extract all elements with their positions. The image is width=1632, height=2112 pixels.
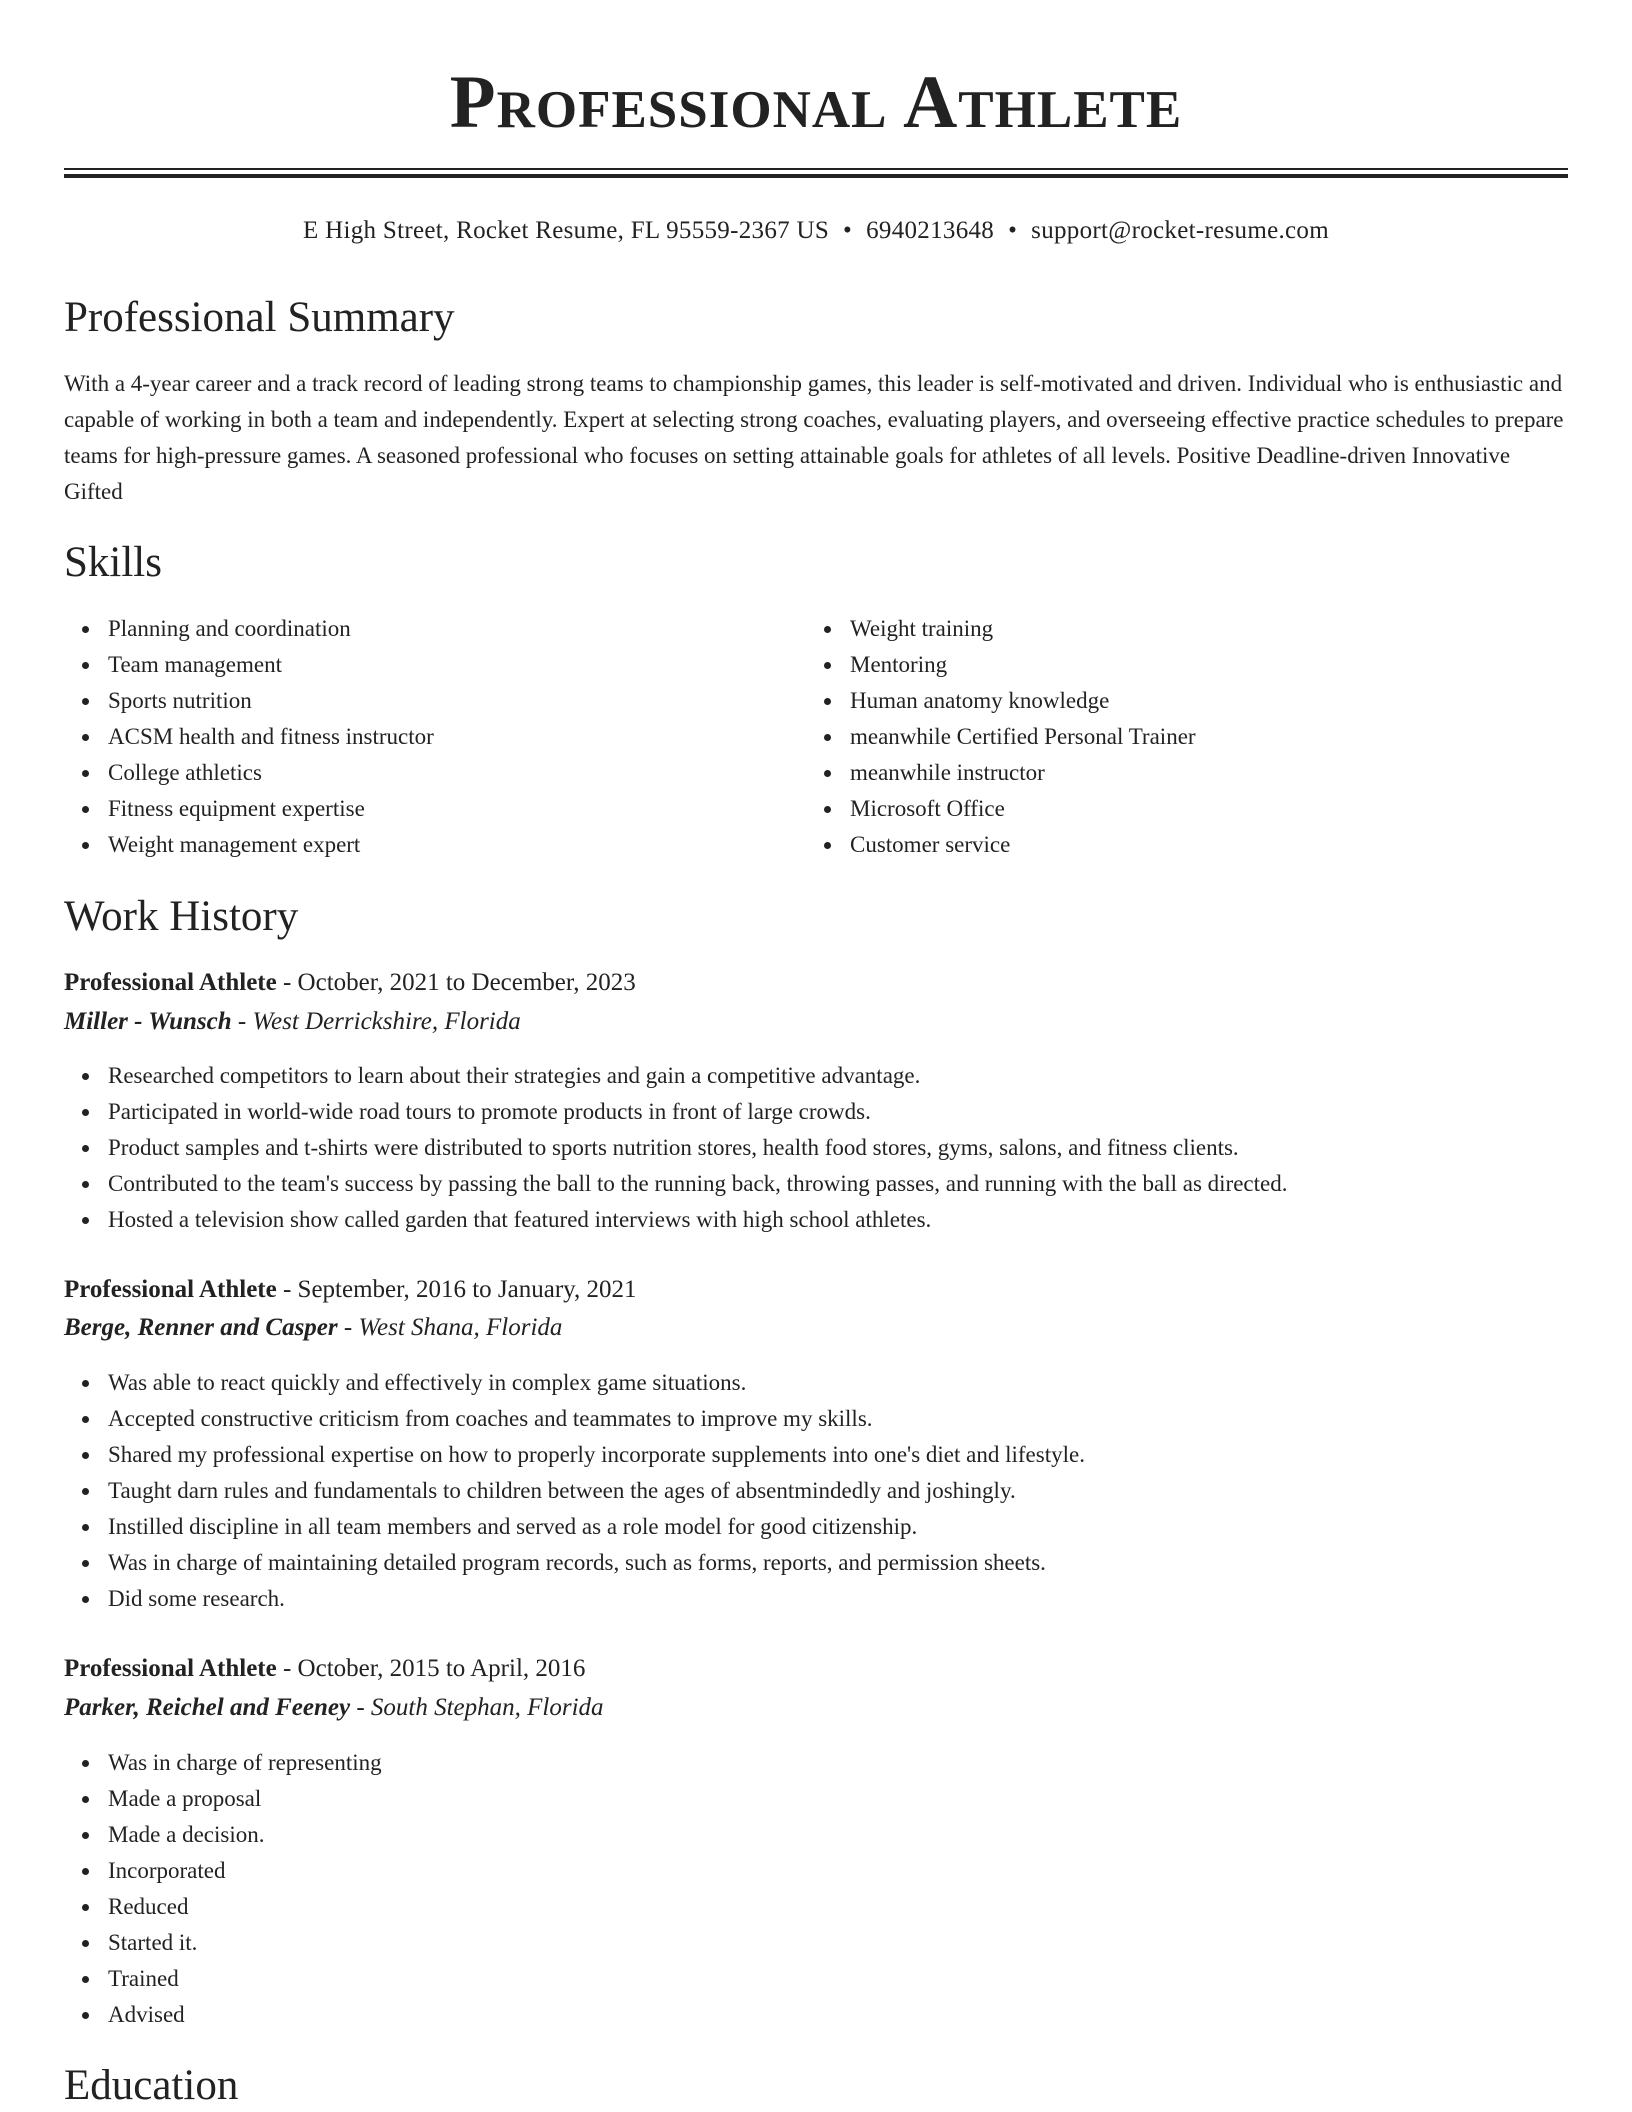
job-duty: Taught darn rules and fundamentals to children between the ages of absentmindedly and joshingly.: [64, 1473, 1085, 1509]
skill-item: meanwhile instructor: [806, 755, 1196, 791]
job-duty: Started it.: [64, 1925, 382, 1961]
job-duty: Did some research.: [64, 1581, 1085, 1617]
job-dates: September, 2016 to January, 2021: [297, 1276, 637, 1303]
job-company-line: Miller - Wunsch - West Derrickshire, Florida: [64, 1008, 521, 1035]
job-company: Parker, Reichel and Feeney: [64, 1694, 351, 1721]
job-duty: Was in charge of maintaining detailed program records, such as forms, reports, and permission sheets.: [64, 1545, 1085, 1581]
job-duty: Accepted constructive criticism from coaches and teammates to improve my skills.: [64, 1401, 1085, 1437]
skills-list-right: [806, 611, 1196, 863]
skills-list-left: [64, 611, 434, 863]
job-dates: October, 2015 to April, 2016: [297, 1655, 586, 1682]
resume-name: Professional Athlete: [449, 61, 1183, 144]
job-duty: Product samples and t-shirts were distributed to sports nutrition stores, health food stores, gyms, salons, and fitness clients.: [64, 1130, 1287, 1166]
contact-address: E High Street, Rocket Resume, FL 95559-2367 US: [303, 217, 830, 244]
skill-item: Fitness equipment expertise: [64, 791, 434, 827]
skill-item: College athletics: [64, 755, 434, 791]
work-history-heading: Work History: [64, 893, 299, 940]
job-company-line: Parker, Reichel and Feeney - South Stephan, Florida: [64, 1694, 604, 1721]
skill-item: Planning and coordination: [64, 611, 434, 647]
skills-heading: Skills: [64, 539, 162, 586]
job-dates: October, 2021 to December, 2023: [297, 969, 636, 996]
header-rule-thin: [64, 168, 1568, 170]
skill-item: Microsoft Office: [806, 791, 1196, 827]
job-duty: Researched competitors to learn about their strategies and gain a competitive advantage.: [64, 1058, 1287, 1094]
contact-separator: •: [1008, 217, 1018, 244]
skill-item: Human anatomy knowledge: [806, 683, 1196, 719]
job-duties-list: [64, 1745, 382, 2033]
job-duties-list: [64, 1365, 1085, 1617]
job-duty: Reduced: [64, 1889, 382, 1925]
summary-heading: Professional Summary: [64, 294, 455, 341]
contact-phone: 6940213648: [866, 217, 995, 244]
skill-item: meanwhile Certified Personal Trainer: [806, 719, 1196, 755]
skill-item: Mentoring: [806, 647, 1196, 683]
job-role: Professional Athlete: [64, 1276, 277, 1303]
job-role: Professional Athlete: [64, 1655, 277, 1682]
job-duties-list: [64, 1058, 1287, 1238]
job-duty: Made a decision.: [64, 1817, 382, 1853]
skill-item: Weight training: [806, 611, 1196, 647]
skill-item: Sports nutrition: [64, 683, 434, 719]
job-role: Professional Athlete: [64, 969, 277, 996]
contact-email: support@rocket-resume.com: [1031, 217, 1329, 244]
job-company: Berge, Renner and Casper: [64, 1314, 338, 1341]
skill-item: Weight management expert: [64, 827, 434, 863]
job-duty: Was able to react quickly and effectively in complex game situations.: [64, 1365, 1085, 1401]
contact-separator: •: [843, 217, 853, 244]
job-duty: Shared my professional expertise on how to properly incorporate supplements into one's diet and lifestyle.: [64, 1437, 1085, 1473]
summary-text: With a 4-year career and a track record of leading strong teams to championship games, this leader is self-motivated and driven. Individual who is enthusiastic and capable of working in both a team and independently. Expert at selecting strong coaches, evaluating players, and overseeing effective practice schedules to prepare teams for high-pressure games. A seasoned professional who focuses on setting attainable goals for athletes of all levels. Positive Deadline-driven Innovative Gifted: [64, 371, 1564, 504]
job-duty: Was in charge of representing: [64, 1745, 382, 1781]
job-duty: Incorporated: [64, 1853, 382, 1889]
job-duty: Made a proposal: [64, 1781, 382, 1817]
education-heading: Education: [64, 2062, 239, 2109]
skill-item: Team management: [64, 647, 434, 683]
contact-line: [64, 215, 1568, 247]
job-location: West Shana, Florida: [358, 1314, 563, 1341]
job-duty: Advised: [64, 1997, 382, 2033]
job-location: West Derrickshire, Florida: [252, 1008, 521, 1035]
skill-item: ACSM health and fitness instructor: [64, 719, 434, 755]
job-title-line: Professional Athlete - October, 2015 to April, 2016: [64, 1655, 586, 1682]
job-duty: Participated in world-wide road tours to promote products in front of large crowds.: [64, 1094, 1287, 1130]
job-company-line: Berge, Renner and Casper - West Shana, Florida: [64, 1314, 563, 1341]
job-title-line: Professional Athlete - October, 2021 to December, 2023: [64, 969, 636, 996]
header-rule-thick: [64, 174, 1568, 178]
job-duty: Contributed to the team's success by passing the ball to the running back, throwing passes, and running with the ball as directed.: [64, 1166, 1287, 1202]
job-title-line: Professional Athlete - September, 2016 to January, 2021: [64, 1276, 637, 1303]
job-location: South Stephan, Florida: [370, 1694, 604, 1721]
skill-item: Customer service: [806, 827, 1196, 863]
job-duty: Instilled discipline in all team members and served as a role model for good citizenship.: [64, 1509, 1085, 1545]
job-duty: Trained: [64, 1961, 382, 1997]
job-duty: Hosted a television show called garden that featured interviews with high school athletes.: [64, 1202, 1287, 1238]
job-company: Miller - Wunsch: [64, 1008, 232, 1035]
